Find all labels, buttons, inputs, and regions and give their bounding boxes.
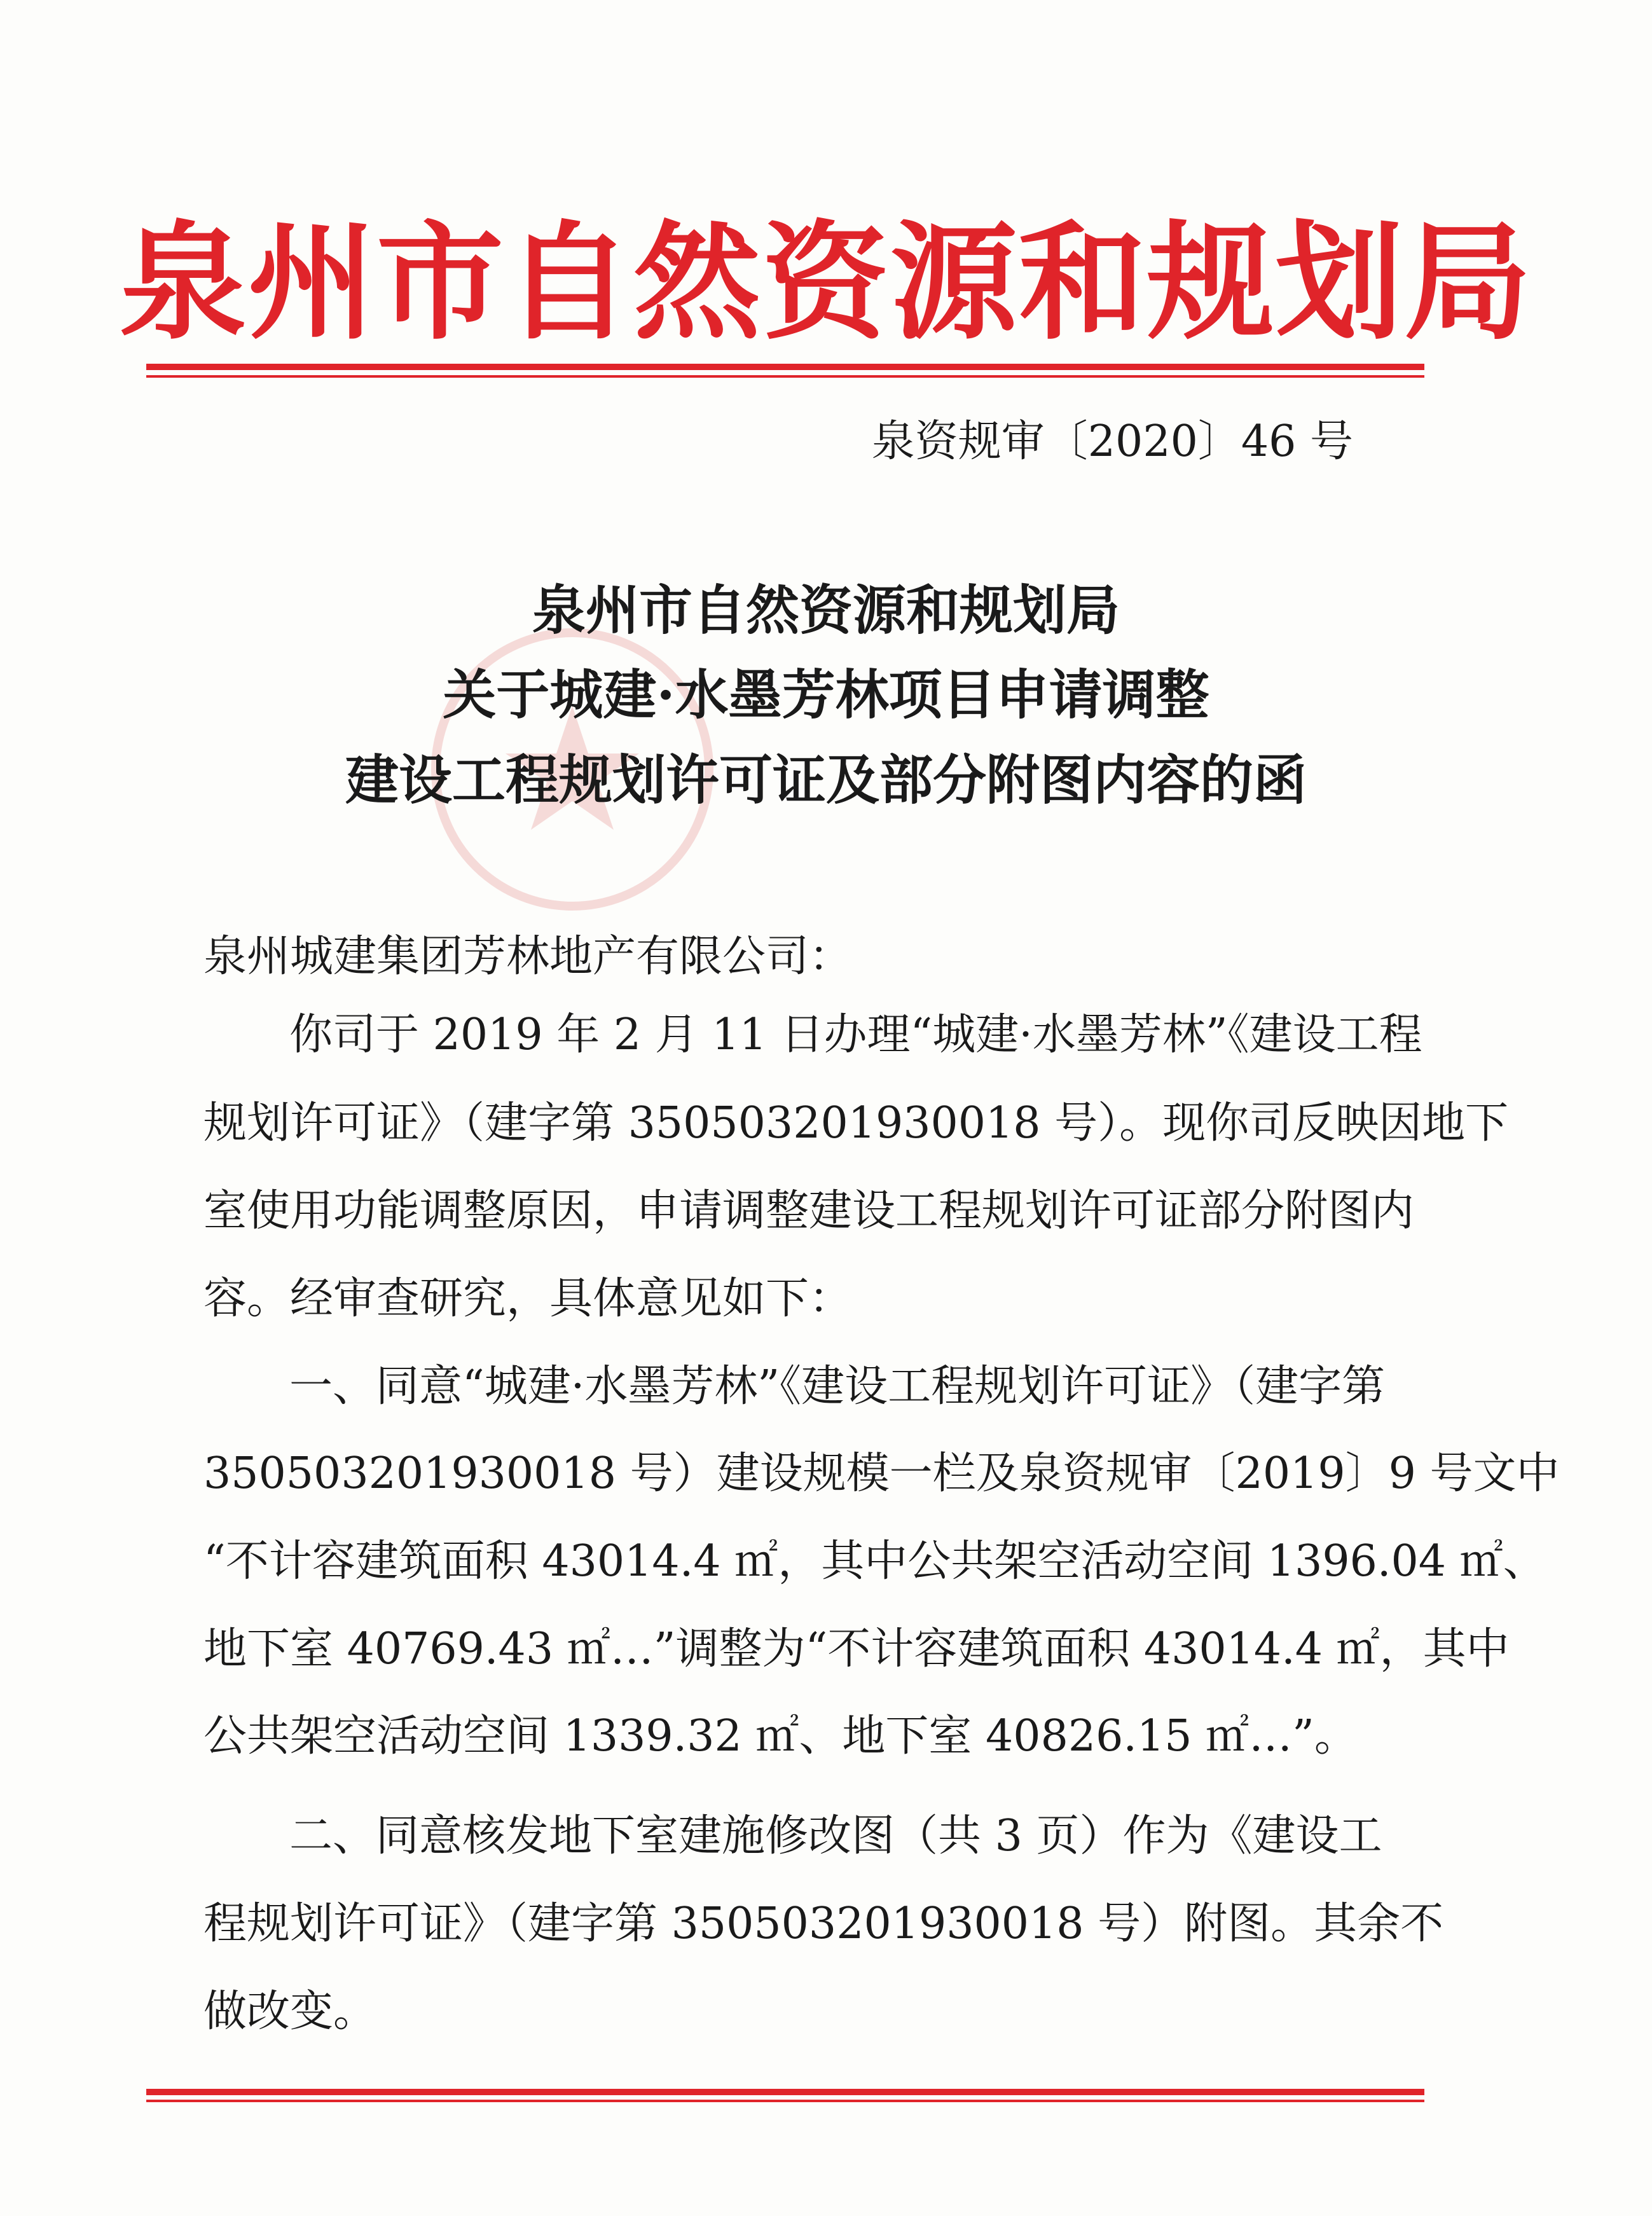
agency-masthead: 泉州市自然资源和规划局 bbox=[119, 208, 1532, 357]
body-line: 350503201930018 号）建设规模一栏及泉资规审〔2019〕9 号文中 bbox=[203, 1449, 1560, 1499]
footer-rule-thin bbox=[146, 2100, 1424, 2102]
addressee: 泉州城建集团芳林地产有限公司： bbox=[203, 932, 853, 982]
title-line-3: 建设工程规划许可证及部分附图内容的函 bbox=[345, 748, 1307, 811]
body-line: 程规划许可证》（建字第 350503201930018 号）附图。其余不 bbox=[203, 1899, 1444, 1949]
body-line: 室使用功能调整原因，申请调整建设工程规划许可证部分附图内 bbox=[203, 1186, 1415, 1236]
footer-rule-thick bbox=[146, 2089, 1424, 2095]
body-line: 容。经审查研究，具体意见如下： bbox=[203, 1274, 853, 1324]
document-number: 泉资规审〔2020〕46 号 bbox=[871, 416, 1353, 467]
title-line-1: 泉州市自然资源和规划局 bbox=[532, 579, 1120, 642]
body-line: 一、同意“城建·水墨芳林”《建设工程规划许可证》（建字第 bbox=[289, 1361, 1386, 1412]
body-line: 做改变。 bbox=[203, 1986, 377, 2037]
body-line: 地下室 40769.43 ㎡…”调整为“不计容建筑面积 43014.4 ㎡，其中 bbox=[203, 1624, 1510, 1674]
title-line-2: 关于城建·水墨芳林项目申请调整 bbox=[443, 663, 1209, 726]
header-rule-thin bbox=[146, 375, 1424, 378]
body-line: “不计容建筑面积 43014.4 ㎡，其中公共架空活动空间 1396.04 ㎡、 bbox=[203, 1536, 1546, 1586]
body-line: 二、同意核发地下室建施修改图（共 3 页）作为《建设工 bbox=[289, 1811, 1382, 1861]
body-line: 规划许可证》（建字第 350503201930018 号）。现你司反映因地下 bbox=[203, 1098, 1509, 1148]
body-line: 你司于 2019 年 2 月 11 日办理“城建·水墨芳林”《建设工程 bbox=[289, 1010, 1422, 1060]
body-line: 公共架空活动空间 1339.32 ㎡、地下室 40826.15 ㎡…”。 bbox=[203, 1711, 1358, 1761]
header-rule-thick bbox=[146, 364, 1424, 370]
